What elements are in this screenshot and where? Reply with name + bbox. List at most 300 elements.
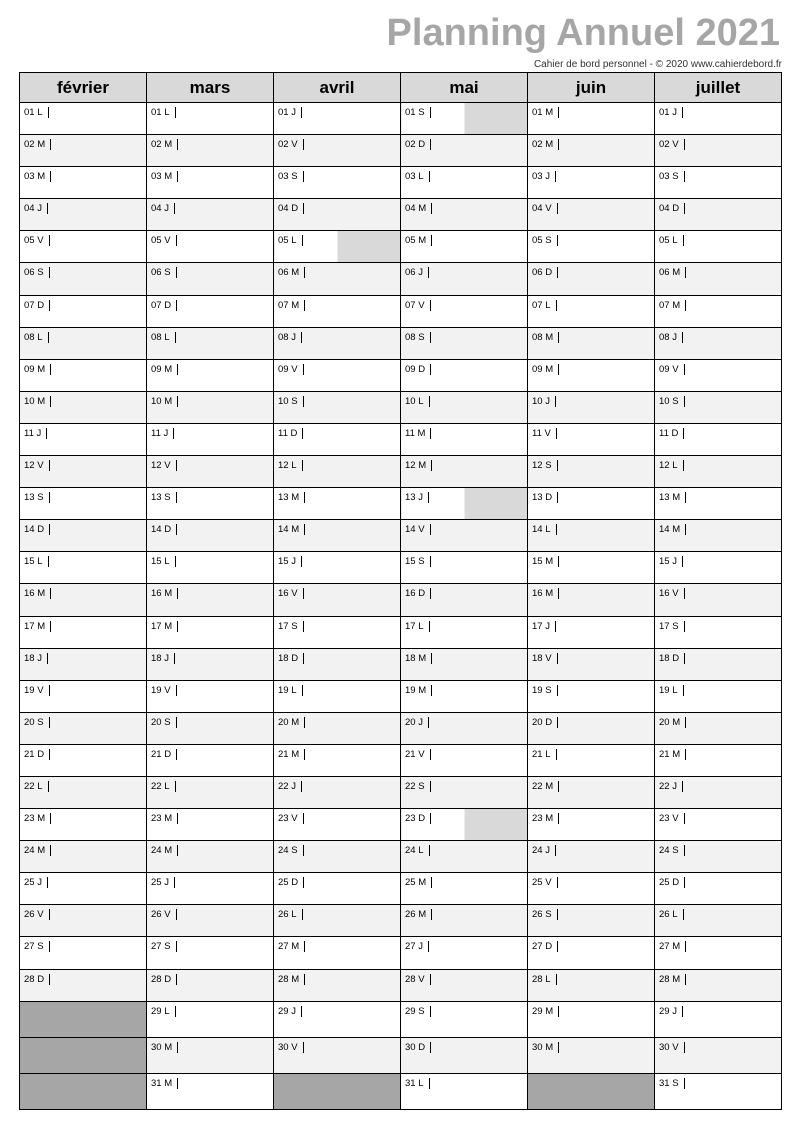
day-cell[interactable] — [147, 841, 274, 873]
day-cell[interactable] — [274, 712, 401, 744]
month-header-row — [20, 73, 782, 103]
day-label: 09 M — [532, 364, 559, 375]
day-label: 19 S — [532, 685, 558, 696]
day-label: 28 L — [532, 974, 557, 985]
day-label: 23 M — [24, 813, 51, 824]
day-label: 03 M — [24, 171, 51, 182]
day-label: 27 S — [24, 941, 50, 952]
month-header: juillet — [655, 73, 782, 103]
empty-day-cell — [20, 1073, 147, 1109]
day-label: 07 M — [659, 300, 686, 311]
day-cell[interactable] — [655, 841, 782, 873]
day-cell[interactable] — [274, 295, 401, 327]
day-cell[interactable] — [528, 552, 655, 584]
day-cell[interactable] — [401, 680, 528, 712]
day-label: 10 J — [532, 396, 556, 407]
calendar-row — [20, 103, 782, 135]
day-cell[interactable] — [528, 712, 655, 744]
day-cell[interactable] — [147, 295, 274, 327]
day-cell[interactable] — [274, 520, 401, 552]
day-cell[interactable] — [147, 391, 274, 423]
day-cell[interactable] — [528, 199, 655, 231]
day-label: 10 L — [405, 396, 430, 407]
day-label: 30 V — [278, 1042, 304, 1053]
day-cell[interactable] — [401, 1073, 528, 1109]
day-cell[interactable] — [274, 391, 401, 423]
calendar-row — [20, 552, 782, 584]
day-cell[interactable] — [20, 552, 147, 584]
day-label: 09 D — [405, 364, 431, 375]
day-cell[interactable] — [528, 359, 655, 391]
day-cell[interactable] — [655, 712, 782, 744]
day-label: 27 S — [151, 941, 177, 952]
day-cell[interactable] — [401, 456, 528, 488]
day-cell[interactable] — [528, 423, 655, 455]
day-cell[interactable] — [20, 359, 147, 391]
day-cell[interactable] — [20, 809, 147, 841]
day-cell[interactable] — [528, 231, 655, 263]
day-cell[interactable] — [147, 776, 274, 808]
calendar-row — [20, 712, 782, 744]
day-cell[interactable] — [20, 712, 147, 744]
day-label: 29 J — [659, 1006, 683, 1017]
month-header: mars — [147, 73, 274, 103]
day-cell[interactable] — [528, 616, 655, 648]
day-cell[interactable] — [655, 167, 782, 199]
day-label: 05 L — [278, 235, 303, 246]
day-cell[interactable] — [147, 937, 274, 969]
day-cell[interactable] — [528, 873, 655, 905]
day-cell[interactable] — [20, 167, 147, 199]
day-cell[interactable] — [20, 937, 147, 969]
day-label: 09 V — [659, 364, 685, 375]
day-cell[interactable] — [20, 841, 147, 873]
calendar-row — [20, 391, 782, 423]
day-cell[interactable] — [655, 488, 782, 520]
day-cell[interactable] — [655, 873, 782, 905]
calendar-row — [20, 744, 782, 776]
day-label: 05 V — [24, 235, 50, 246]
day-label: 09 V — [278, 364, 304, 375]
day-cell[interactable] — [401, 905, 528, 937]
day-label: 17 S — [659, 621, 685, 632]
day-label: 03 S — [659, 171, 685, 182]
day-label: 24 M — [151, 845, 178, 856]
day-label: 04 M — [405, 203, 432, 214]
day-label: 29 J — [278, 1006, 302, 1017]
day-cell[interactable] — [655, 520, 782, 552]
day-cell[interactable] — [147, 1037, 274, 1073]
calendar-body — [20, 103, 782, 1110]
day-cell[interactable] — [147, 359, 274, 391]
day-cell[interactable] — [147, 263, 274, 295]
day-cell[interactable] — [401, 969, 528, 1001]
day-cell[interactable] — [528, 744, 655, 776]
day-cell[interactable] — [147, 873, 274, 905]
day-cell[interactable] — [655, 969, 782, 1001]
day-label: 04 D — [659, 203, 685, 214]
day-cell[interactable] — [147, 167, 274, 199]
day-cell[interactable] — [20, 263, 147, 295]
day-label: 27 J — [405, 941, 429, 952]
day-cell[interactable] — [274, 616, 401, 648]
day-label: 07 D — [24, 300, 50, 311]
day-cell[interactable] — [401, 1037, 528, 1073]
day-label: 19 L — [278, 685, 303, 696]
day-cell[interactable] — [147, 712, 274, 744]
day-cell[interactable] — [20, 423, 147, 455]
day-cell[interactable] — [274, 937, 401, 969]
day-label: 12 L — [659, 460, 684, 471]
day-cell[interactable] — [274, 1001, 401, 1037]
calendar-row — [20, 873, 782, 905]
calendar-row — [20, 809, 782, 841]
day-label: 30 V — [659, 1042, 685, 1053]
day-label: 16 V — [659, 588, 685, 599]
day-cell[interactable] — [655, 103, 782, 135]
day-cell[interactable] — [655, 744, 782, 776]
day-cell[interactable] — [655, 327, 782, 359]
day-cell[interactable] — [274, 744, 401, 776]
day-label: 01 L — [151, 107, 176, 118]
day-cell[interactable] — [20, 135, 147, 167]
calendar-row — [20, 199, 782, 231]
day-cell[interactable] — [20, 488, 147, 520]
day-label: 11 J — [151, 428, 174, 439]
day-cell[interactable] — [655, 937, 782, 969]
day-cell[interactable] — [274, 103, 401, 135]
day-cell[interactable] — [147, 231, 274, 263]
day-cell[interactable] — [274, 423, 401, 455]
day-cell[interactable] — [528, 1037, 655, 1073]
day-cell[interactable] — [401, 712, 528, 744]
day-cell[interactable] — [147, 327, 274, 359]
day-label: 20 J — [405, 717, 429, 728]
day-cell[interactable] — [20, 616, 147, 648]
day-cell[interactable] — [274, 327, 401, 359]
day-label: 21 M — [659, 749, 686, 760]
day-label: 01 J — [278, 107, 302, 118]
day-label: 22 L — [151, 781, 176, 792]
day-cell[interactable] — [274, 488, 401, 520]
day-cell[interactable] — [655, 680, 782, 712]
day-cell[interactable] — [655, 905, 782, 937]
day-cell[interactable] — [20, 873, 147, 905]
day-cell[interactable] — [274, 873, 401, 905]
day-cell[interactable] — [401, 744, 528, 776]
day-cell[interactable] — [655, 263, 782, 295]
day-cell[interactable] — [274, 680, 401, 712]
day-label: 11 J — [24, 428, 47, 439]
day-cell[interactable] — [20, 584, 147, 616]
day-label: 08 J — [659, 332, 683, 343]
day-cell[interactable] — [20, 648, 147, 680]
day-label: 28 D — [151, 974, 177, 985]
day-cell[interactable] — [401, 167, 528, 199]
day-label: 19 L — [659, 685, 684, 696]
day-cell[interactable] — [528, 648, 655, 680]
day-cell[interactable] — [528, 584, 655, 616]
day-cell[interactable] — [401, 584, 528, 616]
day-cell[interactable] — [528, 391, 655, 423]
day-cell[interactable] — [147, 552, 274, 584]
day-cell[interactable] — [528, 488, 655, 520]
day-cell[interactable] — [401, 552, 528, 584]
day-label: 03 L — [405, 171, 430, 182]
day-label: 25 J — [24, 877, 48, 888]
day-label: 23 M — [151, 813, 178, 824]
day-cell[interactable] — [528, 135, 655, 167]
day-cell[interactable] — [274, 456, 401, 488]
day-cell[interactable] — [20, 103, 147, 135]
day-label: 08 M — [532, 332, 559, 343]
day-cell[interactable] — [274, 905, 401, 937]
day-label: 17 M — [24, 621, 51, 632]
day-cell[interactable] — [147, 744, 274, 776]
day-cell[interactable] — [147, 199, 274, 231]
day-label: 31 S — [659, 1078, 685, 1089]
day-cell[interactable] — [147, 905, 274, 937]
day-cell[interactable] — [147, 423, 274, 455]
day-cell[interactable] — [274, 809, 401, 841]
day-label: 23 V — [659, 813, 685, 824]
day-cell[interactable] — [655, 135, 782, 167]
day-cell[interactable] — [401, 295, 528, 327]
day-cell[interactable] — [20, 199, 147, 231]
day-cell[interactable] — [20, 905, 147, 937]
empty-day-cell — [20, 1001, 147, 1037]
day-cell[interactable] — [528, 263, 655, 295]
day-label: 02 M — [532, 139, 559, 150]
day-label: 03 J — [532, 171, 556, 182]
day-cell[interactable] — [147, 809, 274, 841]
day-cell[interactable] — [401, 809, 528, 841]
day-label: 15 S — [405, 556, 431, 567]
day-cell[interactable] — [655, 648, 782, 680]
day-cell[interactable] — [655, 423, 782, 455]
day-label: 16 M — [24, 588, 51, 599]
day-cell[interactable] — [20, 680, 147, 712]
day-cell[interactable] — [147, 1001, 274, 1037]
day-cell[interactable] — [147, 103, 274, 135]
day-cell[interactable] — [274, 584, 401, 616]
day-cell[interactable] — [401, 391, 528, 423]
day-cell[interactable] — [655, 456, 782, 488]
day-cell[interactable] — [528, 776, 655, 808]
day-cell[interactable] — [147, 135, 274, 167]
day-cell[interactable] — [147, 616, 274, 648]
day-cell[interactable] — [274, 969, 401, 1001]
day-label: 14 V — [405, 524, 431, 535]
day-label: 25 J — [151, 877, 175, 888]
day-cell[interactable] — [528, 937, 655, 969]
calendar-row — [20, 616, 782, 648]
day-cell[interactable] — [655, 1073, 782, 1109]
day-cell[interactable] — [528, 103, 655, 135]
day-label: 20 S — [24, 717, 50, 728]
day-cell[interactable] — [274, 841, 401, 873]
day-cell[interactable] — [655, 391, 782, 423]
day-label: 26 S — [532, 909, 558, 920]
day-label: 09 M — [151, 364, 178, 375]
day-label: 18 D — [659, 653, 685, 664]
day-cell[interactable] — [401, 423, 528, 455]
empty-day-cell — [274, 1073, 401, 1109]
day-cell[interactable] — [20, 327, 147, 359]
day-cell[interactable] — [20, 456, 147, 488]
day-cell[interactable] — [20, 391, 147, 423]
day-label: 29 M — [532, 1006, 559, 1017]
day-label: 16 V — [278, 588, 304, 599]
day-cell[interactable] — [401, 488, 528, 520]
day-cell[interactable] — [401, 135, 528, 167]
day-label: 23 V — [278, 813, 304, 824]
day-cell[interactable] — [147, 680, 274, 712]
day-cell[interactable] — [655, 1001, 782, 1037]
day-cell[interactable] — [655, 295, 782, 327]
day-cell[interactable] — [147, 584, 274, 616]
day-label: 22 J — [659, 781, 683, 792]
day-cell[interactable] — [147, 520, 274, 552]
day-cell[interactable] — [274, 135, 401, 167]
day-cell[interactable] — [401, 327, 528, 359]
day-cell[interactable] — [274, 359, 401, 391]
day-cell[interactable] — [528, 809, 655, 841]
day-cell[interactable] — [655, 231, 782, 263]
day-label: 13 M — [278, 492, 305, 503]
day-cell[interactable] — [20, 776, 147, 808]
day-cell[interactable] — [274, 1037, 401, 1073]
month-header: avril — [274, 73, 401, 103]
day-label: 23 M — [532, 813, 559, 824]
day-cell[interactable] — [528, 456, 655, 488]
calendar-row — [20, 937, 782, 969]
day-cell[interactable] — [655, 552, 782, 584]
day-cell[interactable] — [147, 456, 274, 488]
day-cell[interactable] — [147, 488, 274, 520]
day-cell[interactable] — [401, 103, 528, 135]
day-cell[interactable] — [274, 167, 401, 199]
day-label: 28 M — [278, 974, 305, 985]
day-cell[interactable] — [528, 520, 655, 552]
day-cell[interactable] — [20, 295, 147, 327]
day-label: 21 M — [278, 749, 305, 760]
day-label: 21 L — [532, 749, 557, 760]
day-cell[interactable] — [655, 584, 782, 616]
day-label: 02 M — [151, 139, 178, 150]
day-label: 11 D — [659, 428, 684, 439]
day-cell[interactable] — [528, 327, 655, 359]
day-cell[interactable] — [20, 231, 147, 263]
day-cell[interactable] — [401, 616, 528, 648]
day-cell[interactable] — [655, 199, 782, 231]
day-label: 18 J — [151, 653, 175, 664]
calendar-row — [20, 1073, 782, 1109]
day-label: 05 S — [532, 235, 558, 246]
calendar-row — [20, 135, 782, 167]
day-label: 07 M — [278, 300, 305, 311]
day-cell[interactable] — [274, 552, 401, 584]
calendar-row — [20, 841, 782, 873]
calendar-row — [20, 905, 782, 937]
day-cell[interactable] — [655, 1037, 782, 1073]
day-cell[interactable] — [401, 231, 528, 263]
calendar-row — [20, 295, 782, 327]
day-label: 22 M — [532, 781, 559, 792]
day-label: 21 D — [24, 749, 50, 760]
day-cell[interactable] — [147, 1073, 274, 1109]
day-label: 24 S — [278, 845, 304, 856]
day-cell[interactable] — [528, 1001, 655, 1037]
day-label: 20 D — [532, 717, 558, 728]
day-label: 20 M — [659, 717, 686, 728]
day-cell[interactable] — [528, 167, 655, 199]
day-label: 10 M — [24, 396, 51, 407]
day-cell[interactable] — [655, 809, 782, 841]
day-cell[interactable] — [274, 648, 401, 680]
day-cell[interactable] — [528, 841, 655, 873]
day-cell[interactable] — [401, 841, 528, 873]
day-label: 05 V — [151, 235, 177, 246]
day-label: 06 S — [24, 267, 50, 278]
day-label: 04 J — [151, 203, 175, 214]
day-label: 11 V — [532, 428, 557, 439]
day-cell[interactable] — [655, 776, 782, 808]
day-cell[interactable] — [147, 969, 274, 1001]
day-cell[interactable] — [528, 680, 655, 712]
calendar-row — [20, 520, 782, 552]
day-cell[interactable] — [655, 616, 782, 648]
day-cell[interactable] — [401, 648, 528, 680]
day-cell[interactable] — [401, 776, 528, 808]
day-label: 24 L — [405, 845, 430, 856]
day-label: 15 M — [532, 556, 559, 567]
day-cell[interactable] — [401, 873, 528, 905]
day-label: 03 M — [151, 171, 178, 182]
day-cell[interactable] — [528, 905, 655, 937]
calendar-row — [20, 488, 782, 520]
day-cell[interactable] — [274, 199, 401, 231]
day-label: 19 V — [151, 685, 177, 696]
day-cell[interactable] — [274, 231, 401, 263]
day-label: 20 M — [278, 717, 305, 728]
day-cell[interactable] — [20, 969, 147, 1001]
day-cell[interactable] — [147, 648, 274, 680]
calendar-row — [20, 423, 782, 455]
day-cell[interactable] — [274, 263, 401, 295]
day-cell[interactable] — [274, 776, 401, 808]
calendar-row — [20, 584, 782, 616]
day-label: 13 S — [24, 492, 50, 503]
day-label: 14 L — [532, 524, 557, 535]
day-cell[interactable] — [401, 199, 528, 231]
day-cell[interactable] — [528, 295, 655, 327]
day-cell[interactable] — [401, 520, 528, 552]
day-cell[interactable] — [401, 263, 528, 295]
day-cell[interactable] — [655, 359, 782, 391]
day-label: 12 V — [151, 460, 177, 471]
calendar-row — [20, 167, 782, 199]
day-cell[interactable] — [20, 744, 147, 776]
day-label: 18 D — [278, 653, 304, 664]
day-cell[interactable] — [20, 520, 147, 552]
day-label: 19 V — [24, 685, 50, 696]
day-label: 17 L — [405, 621, 430, 632]
day-cell[interactable] — [401, 359, 528, 391]
day-cell[interactable] — [401, 937, 528, 969]
day-cell[interactable] — [528, 969, 655, 1001]
day-cell[interactable] — [401, 1001, 528, 1037]
